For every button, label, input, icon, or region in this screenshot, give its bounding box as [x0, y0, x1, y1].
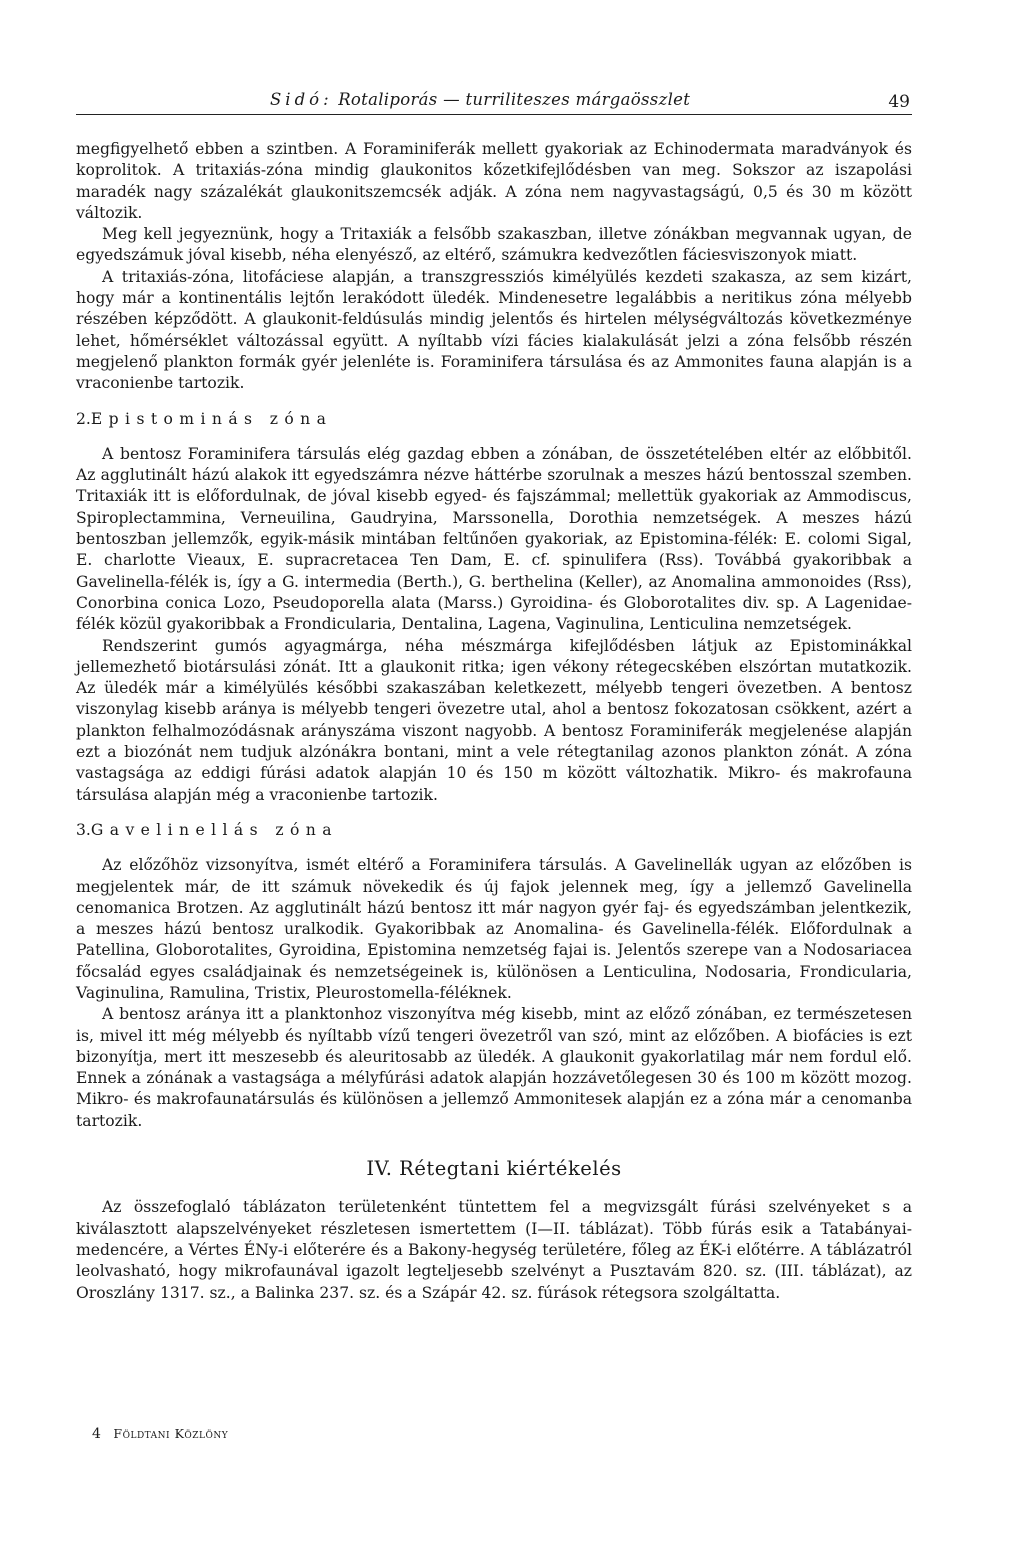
- running-header: [76, 84, 912, 115]
- page-number: 49: [888, 92, 910, 112]
- paragraph-1: megfigyelhető ebben a szintben. A Foraminiferák mellett gyakoriak az Echinodermata maradványok és koprolitok. A tritaxiás-zóna mindig glaukonitos kőzetkifejlődésben van meg. Sokszor az iszapolási maradék nagy százalékát glaukonitszemcsék adják. A zóna nem nagyvastagságú, 0,5 és 30 m között változik.: [76, 140, 912, 222]
- paragraph-6: Az előzőhöz vizsonyítva, ismét eltérő a Foraminifera társulás. A Gavelinellák ugyan az előzőben is megjelentek már, de itt számuk növekedik és új fajok jelennek meg, így a jellemző Gavelinella cenomanica Brotzen. Az agglutinált házú bentosz itt már nagyon gyér faj- és egyedszámban jelentkezik, a meszes házú bentosz uralkodik. Gyakoribbak az Anomalina- és Gavelinella-félék. Előfordulnak a Patellina, Globorotalites, Gyroidina, Epistomina nemzetség fajai is. Jelentős szerepe van a Nodosariacea főcsalád egyes családjainak és nemzetségeinek is, különösen a Lenticulina, Nodosaria, Frondicularia, Vaginulina, Ramulina, Tristix, Pleurostomella-féléknek.: [76, 856, 912, 1002]
- section-heading-3: [76, 820, 912, 841]
- chapter-heading: IV. Rétegtani kiértékelés: [366, 1157, 622, 1181]
- section-2-number: 2.: [76, 409, 91, 428]
- body-text: [76, 139, 912, 1304]
- page: [76, 84, 912, 1304]
- paragraph-5: Rendszerint gumós agyagmárga, néha mészmárga kifejlődésben látjuk az Epistominákkal jellemezhető biotársulási zónát. Itt a glaukonit ritka; igen vékony rétegecskében elszórtan mutatkozik. Az üledék már a kimélyülés későbbi szakaszában keletkezett, mélyebb tengeri övezetben. A bentosz viszonylag kisebb aránya is mélyebb tengeri övezetre utal, ahol a bentosz fokozatosan csökkent, azért a plankton felhalmozódásnak arányszáma viszont nagyobb. A bentosz Foraminiferák megjelenése alapján ezt a biozónát nem tudjuk alzónákra bontani, mint a vele rétegtanilag azonos plankton zónát. A zóna vastagsága az eddigi fúrási adatok alapján 10 és 150 m között változhatik. Mikro- és makrofauna társulása alapján még a vraconienbe tartozik.: [76, 636, 912, 804]
- section-2-title: Epistominás zóna: [90, 409, 333, 428]
- paragraph-4: A bentosz Foraminifera társulás elég gazdag ebben a zónában, de összetételében eltér az előbbitől. Az agglutinált házú alakok itt egyedszámra nézve háttérbe szorulnak a meszes házú bentosszal szemben. Tritaxiák itt is előfordulnak, de jóval kisebb egyed- és fajszámmal; mellettük gyakoriak az Ammodiscus, Spiroplectammina, Verneuilina, Gaudryina, Marssonella, Dorothia nemzetségek. A meszes házú bentoszban jellemzők, egyik-másik mintában feltűnően gyakoriak, az Epistomina-félék: E. colomi Sigal, E. charlotte Vieaux, E. supracretacea Ten Dam, E. cf. spinulifera (Rss). Továbbá gyakoribbak a Gavelinella-félék is, így a G. intermedia (Berth.), G. berthelina (Keller), az Anomalina ammonoides (Rss), Conorbina conica Lozo, Pseudoporella alata (Marss.) Gyroidina- és Globorotalites div. sp. A Lagenidae-félék közül gyakoribbak a Frondicularia, Dentalina, Lagena, Vaginulina, Lenticulina nemzetségek.: [76, 444, 912, 634]
- page-footer: [92, 1426, 228, 1442]
- section-heading-2: [76, 409, 912, 430]
- header-author: Sidó:: [270, 90, 333, 109]
- paragraph-7: A bentosz aránya itt a planktonhoz viszonyítva még kisebb, mint az előző zónában, ez természetesen is, mivel itt még mélyebb és nyíltabb vízű tengeri övezetről van szó, mint az előzőben. A biofácies is ezt bizonyítja, mert itt meszesebb és aleuritosabb az üledék. A glaukonit gyakorlatilag már nem fordul elő. Ennek a zónának a vastagsága a mélyfúrási adatok alapján hozzávetőlegesen 30 és 100 m között mozog. Mikro- és makrofaunatársulás és különösen a jellemző Ammonitesek alapján ez a zóna már a cenomanba tartozik.: [76, 1005, 912, 1130]
- paragraph-8: Az összefoglaló táblázaton területenként tüntettem fel a megvizsgált fúrási szelvényeket s a kiválasztott alapszelvényeket részletesen ismertettem (I—II. táblázat). Több fúrás esik a Tatabányai-medencére, a Vértes ÉNy-i előterére és a Bakony-hegység területére, főleg az ÉK-i előtérre. A táblázatról leolvasható, hogy mikrofaunával igazolt legteljesebb szelvényt a Pusztavám 820. sz. (III. táblázat), az Oroszlány 1317. sz., a Balinka 237. sz. és a Szápár 42. sz. fúrások rétegsora szolgáltatta.: [76, 1198, 912, 1302]
- paragraph-2: Meg kell jegyeznünk, hogy a Tritaxiák a felsőbb szakaszban, illetve zónákban megvannak ugyan, de egyedszámuk jóval kisebb, néha elenyésző, az eltérő, számukra kedvezőtlen fáciesviszonyok miatt.: [76, 225, 912, 265]
- journal-name: Földtani Közlöny: [113, 1426, 229, 1441]
- section-3-title: Gavelinellás zóna: [90, 820, 338, 839]
- section-3-number: 3.: [76, 820, 91, 839]
- paragraph-3: A tritaxiás-zóna, litofáciese alapján, a transzgressziós kimélyülés kezdeti szakasza, az sem kizárt, hogy már a kontinentális lejtőn lerakódott üledék. Mindenesetre legalábbis a neritikus zóna mélyebb részében képződött. A glaukonit-feldúsulás mindig jelentős és hirtelen mélységváltozás következménye lehet, hőmérséklet változással együtt. A nyíltabb vízi fácies kialakulását jelzi a zóna felsőbb részén megjelenő plankton formák gyér jelenléte is. Foraminifera társulása és az Ammonites fauna alapján is a vraconienbe tartozik.: [76, 267, 912, 393]
- signature-number: 4: [92, 1426, 102, 1442]
- header-title: Rotaliporás — turriliteszes márgaösszlet: [338, 90, 691, 109]
- running-head: [270, 90, 690, 109]
